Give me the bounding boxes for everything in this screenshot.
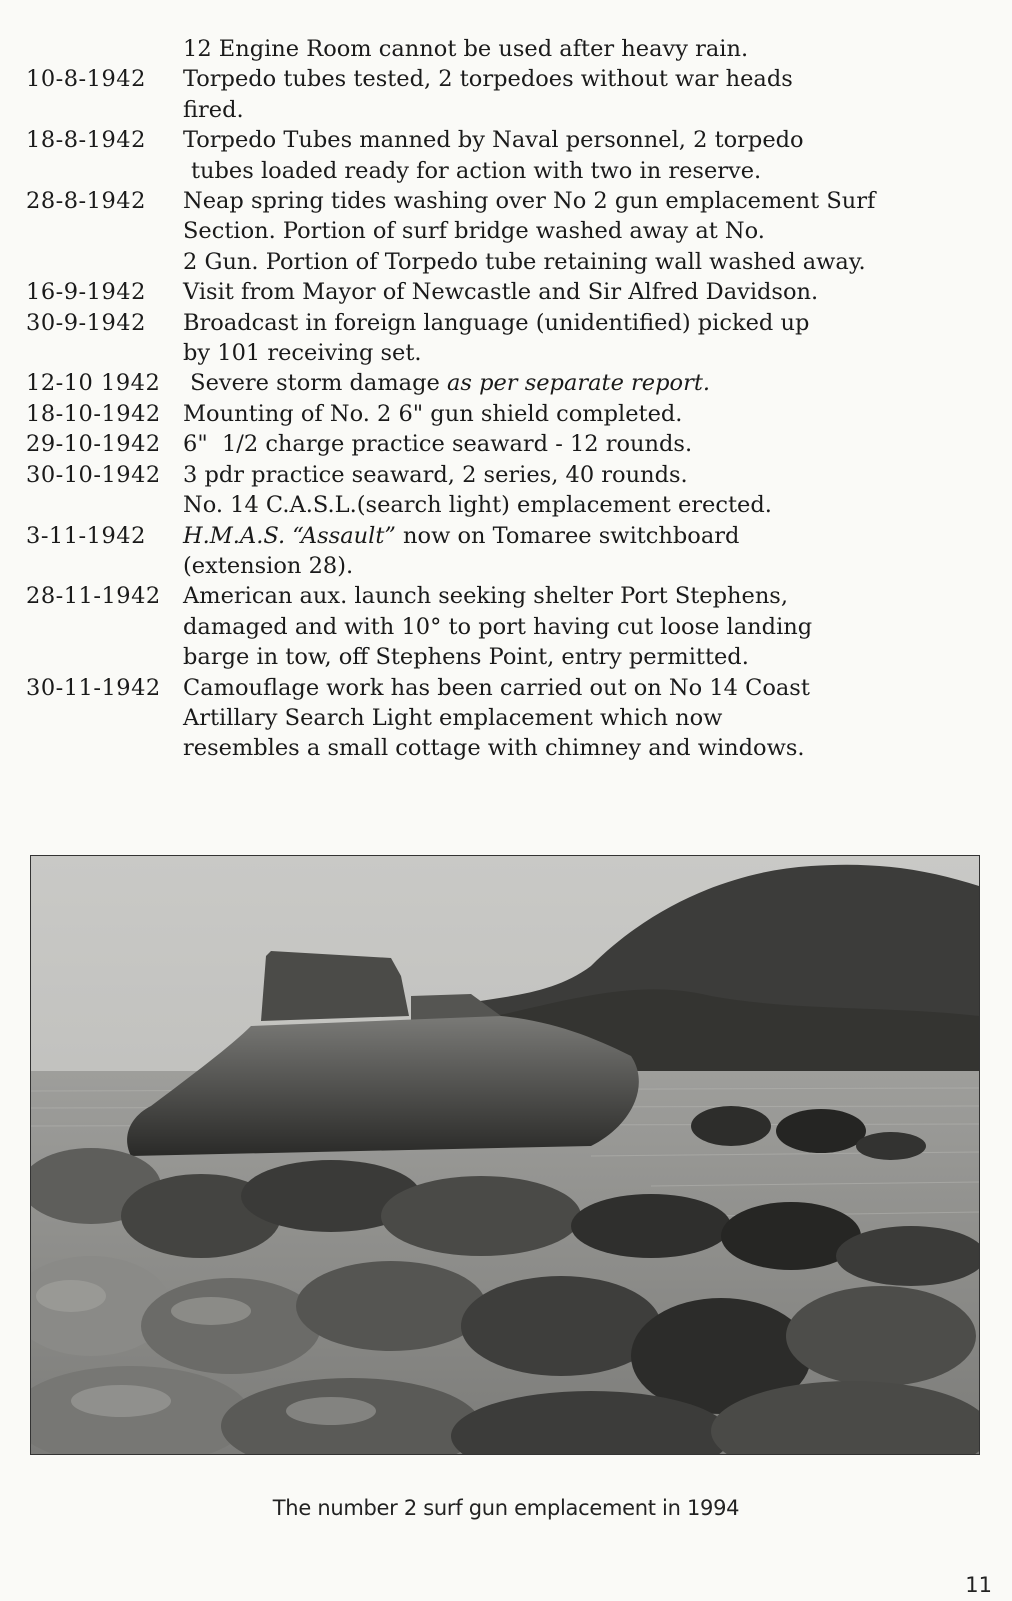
entry-date: 10-8-1942: [26, 66, 146, 93]
page-number: 11: [965, 1573, 992, 1597]
log-entry: [26, 368, 976, 398]
entry-text: 3 pdr practice seaward, 2 series, 40 rounds. No. 14 C.A.S.L.(search light) emplacement erected.: [183, 461, 772, 519]
entry-date: 18-10-1942: [26, 400, 161, 427]
log-entry: [26, 125, 976, 186]
log-entry: [26, 277, 976, 307]
entry-text: Torpedo tubes tested, 2 torpedoes without war heads fired.: [183, 66, 793, 123]
entry-text: Broadcast in foreign language (unidentified) picked up by 101 receiving set.: [183, 309, 810, 367]
photo-caption: The number 2 surf gun emplacement in 1994: [272, 1496, 740, 1520]
entry-date: 12-10 1942: [26, 370, 161, 397]
log-entry: [26, 399, 976, 429]
photograph: [30, 855, 980, 1455]
rocky-shore-illustration: [31, 856, 979, 1454]
entry-date: 30-10-1942: [26, 461, 161, 488]
entry-text: H.M.A.S. “Assault” now on Tomaree switchboard (extension 28).: [183, 522, 740, 579]
entry-date: 28-8-1942: [26, 188, 146, 215]
entry-text: Visit from Mayor of Newcastle and Sir Alfred Davidson.: [183, 279, 819, 306]
log-entry: [26, 64, 976, 125]
entry-date: 18-8-1942: [26, 127, 146, 154]
ship-name: H.M.A.S. “Assault”: [183, 522, 396, 549]
entry-date: 3-11-1942: [26, 522, 146, 549]
entry-text: 6" 1/2 charge practice seaward - 12 rounds.: [183, 431, 693, 458]
entry-text: Neap spring tides washing over No 2 gun emplacement Surf Section. Portion of surf bridge washed away at No. 2 Gun. Portion of Torpedo tube retaining wall washed away.: [183, 188, 876, 275]
log-entry: [26, 308, 976, 369]
entry-text: Camouflage work has been carried out on No 14 Coast Artillary Search Light emplacement which now resembles a small cottage with chimney and windows.: [183, 674, 810, 762]
log-entry: [26, 521, 976, 582]
log-entries: [26, 34, 976, 764]
log-entry: [26, 34, 976, 64]
entry-date: 30-9-1942: [26, 309, 146, 336]
entry-text: Severe storm damage as per separate report.: [183, 370, 711, 397]
log-entry: [26, 186, 976, 277]
log-entry: [26, 460, 976, 521]
entry-date: [26, 34, 183, 64]
log-entry: [26, 581, 976, 672]
entry-date: 28-11-1942: [26, 583, 161, 610]
entry-date: 29-10-1942: [26, 431, 161, 458]
entry-date: 30-11-1942: [26, 674, 161, 701]
italic-reference: as per separate report.: [446, 370, 711, 397]
entry-text: American aux. launch seeking shelter Port Stephens, damaged and with 10° to port having cut loose landing barge in tow, off Stephens Point, entry permitted.: [183, 583, 813, 671]
log-entry: [26, 429, 976, 459]
entry-text: Mounting of No. 2 6" gun shield completed.: [183, 400, 683, 427]
entry-date: 16-9-1942: [26, 279, 146, 306]
log-entry: [26, 673, 976, 764]
entry-text: Torpedo Tubes manned by Naval personnel, 2 torpedo tubes loaded ready for action with two in reserve.: [183, 127, 804, 184]
entry-text: 12 Engine Room cannot be used after heavy rain.: [183, 36, 749, 62]
gun-emplacement-ruin: [261, 951, 409, 1021]
